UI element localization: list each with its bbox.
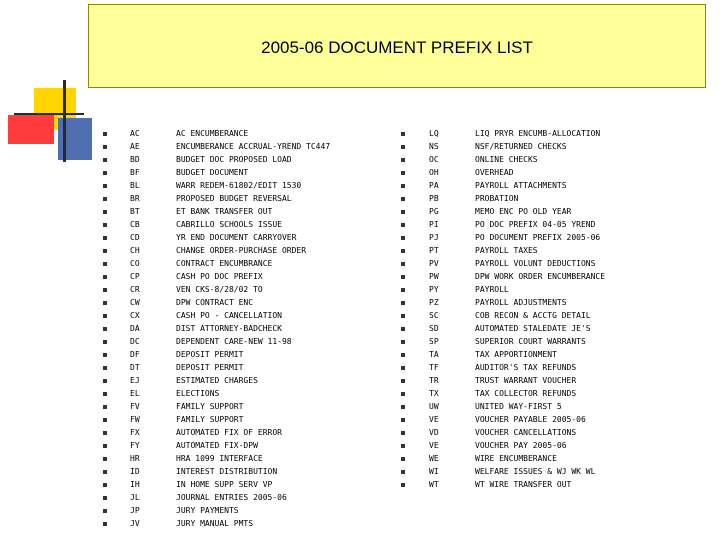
prefix-description: WT WIRE TRANSFER OUT [475,480,572,489]
prefix-description: WIRE ENCUMBERANCE [475,454,557,463]
prefix-code: HR [130,454,140,463]
prefix-description: CASH PO - CANCELLATION [176,311,282,320]
prefix-list-right [0,127,720,491]
prefix-code: NS [429,142,439,151]
prefix-description: SUPERIOR COURT WARRANTS [475,337,586,346]
prefix-code: PT [429,246,439,255]
prefix-code: PI [429,220,439,229]
prefix-code: CR [130,285,140,294]
prefix-code: PB [429,194,439,203]
prefix-code: FV [130,402,140,411]
prefix-code: ID [130,467,140,476]
bullet-square-icon [401,184,405,188]
prefix-code: PW [429,272,439,281]
list-item [0,335,720,348]
bullet-square-icon [401,301,405,305]
bullet-square-icon [401,275,405,279]
bullet-square-icon [401,223,405,227]
prefix-code: PJ [429,233,439,242]
bullet-square-icon [401,132,405,136]
page-title: 2005-06 DOCUMENT PREFIX LIST [261,38,533,57]
prefix-description: DPW CONTRACT ENC [176,298,254,307]
prefix-code: SC [429,311,439,320]
prefix-code: VE [429,441,439,450]
title-banner [88,4,706,88]
prefix-code: UW [429,402,439,411]
prefix-code: CP [130,272,140,281]
prefix-description: DEPOSIT PERMIT [176,350,244,359]
prefix-description: AUTOMATED FIX OF ERROR [176,428,282,437]
bullet-square-icon [401,379,405,383]
list-item [0,413,720,426]
bullet-square-icon [401,457,405,461]
list-item [0,296,720,309]
prefix-description: PAYROLL [475,285,509,294]
prefix-code: BD [130,155,140,164]
prefix-code: BF [130,168,140,177]
prefix-description: PO DOCUMENT PREFIX 2005-06 [475,233,601,242]
prefix-code: JP [130,506,140,515]
prefix-code: AE [130,142,140,151]
prefix-description: CHANGE ORDER-PURCHASE ORDER [176,246,307,255]
prefix-code: JV [130,519,140,528]
list-item [0,231,720,244]
list-item [0,166,720,179]
prefix-code: OH [429,168,439,177]
prefix-code: TA [429,350,439,359]
prefix-code: TR [429,376,439,385]
prefix-description: PAYROLL ATTACHMENTS [475,181,567,190]
list-item [0,127,720,140]
list-item [0,270,720,283]
bullet-square-icon [401,327,405,331]
prefix-code: CH [130,246,140,255]
prefix-description: ENCUMBERANCE ACCRUAL-YREND TC447 [176,142,331,151]
bullet-square-icon [401,197,405,201]
list-item [0,478,720,491]
list-item [0,439,720,452]
prefix-code: EJ [130,376,140,385]
list-item [0,179,720,192]
prefix-description: BUDGET DOC PROPOSED LOAD [176,155,292,164]
prefix-description: DIST ATTORNEY-BADCHECK [176,324,282,333]
prefix-description: CASH PO DOC PREFIX [176,272,263,281]
prefix-description: TAX COLLECTOR REFUNDS [475,389,577,398]
list-item [0,322,720,335]
prefix-code: EL [130,389,140,398]
prefix-description: CABRILLO SCHOOLS ISSUE [176,220,282,229]
prefix-code: TX [429,389,439,398]
prefix-code: PV [429,259,439,268]
prefix-description: PAYROLL TAXES [475,246,538,255]
list-item [0,426,720,439]
prefix-code: DF [130,350,140,359]
prefix-code: CO [130,259,140,268]
list-item [0,140,720,153]
prefix-code: SP [429,337,439,346]
bullet-square-icon [103,522,107,526]
list-item [0,244,720,257]
list-item [0,387,720,400]
list-item [0,504,720,517]
prefix-code: CX [130,311,140,320]
prefix-description: OVERHEAD [475,168,514,177]
prefix-description: DEPOSIT PERMIT [176,363,244,372]
prefix-code: TF [429,363,439,372]
bullet-square-icon [401,288,405,292]
prefix-description: ELECTIONS [176,389,220,398]
prefix-code: BT [130,207,140,216]
prefix-code: DC [130,337,140,346]
list-item [0,153,720,166]
bullet-square-icon [401,431,405,435]
bullet-square-icon [401,340,405,344]
prefix-code: VD [429,428,439,437]
prefix-description: TRUST WARRANT VOUCHER [475,376,577,385]
prefix-description: IN HOME SUPP SERV VP [176,480,273,489]
prefix-description: NSF/RETURNED CHECKS [475,142,567,151]
prefix-description: INTEREST DISTRIBUTION [176,467,278,476]
prefix-description: WARR REDEM-61802/EDIT 1530 [176,181,302,190]
prefix-description: TAX APPORTIONMENT [475,350,557,359]
prefix-description: VOUCHER PAYABLE 2005-06 [475,415,586,424]
prefix-description: PROBATION [475,194,519,203]
prefix-code: DT [130,363,140,372]
bullet-square-icon [401,366,405,370]
prefix-code: PZ [429,298,439,307]
prefix-description: PO DOC PREFIX 04-05 YREND [475,220,596,229]
bullet-square-icon [401,444,405,448]
prefix-description: PAYROLL VOLUNT DEDUCTIONS [475,259,596,268]
bullet-square-icon [401,418,405,422]
prefix-description: VEN CKS-8/28/02 TO [176,285,263,294]
prefix-code: FX [130,428,140,437]
list-item [0,517,720,530]
prefix-description: VOUCHER PAY 2005-06 [475,441,567,450]
prefix-description: VOUCHER CANCELLATIONS [475,428,577,437]
prefix-description: DEPENDENT CARE-NEW 11-98 [176,337,292,346]
prefix-description: MEMO ENC PO OLD YEAR [475,207,572,216]
prefix-code: WI [429,467,439,476]
bullet-square-icon [401,262,405,266]
list-item [0,309,720,322]
list-item [0,192,720,205]
prefix-description: JURY PAYMENTS [176,506,239,515]
bullet-square-icon [401,236,405,240]
decorative-horizontal-line [14,113,84,115]
bullet-square-icon [103,509,107,513]
bullet-square-icon [401,483,405,487]
list-item [0,452,720,465]
prefix-code: CB [130,220,140,229]
prefix-description: PAYROLL ADJUSTMENTS [475,298,567,307]
prefix-description: FAMILY SUPPORT [176,415,244,424]
prefix-code: BR [130,194,140,203]
bullet-square-icon [401,171,405,175]
prefix-description: UNITED WAY-FIRST 5 [475,402,562,411]
prefix-code: SD [429,324,439,333]
bullet-square-icon [401,353,405,357]
bullet-square-icon [401,405,405,409]
prefix-code: CD [130,233,140,242]
bullet-square-icon [401,210,405,214]
prefix-description: LIQ PRYR ENCUMB-ALLOCATION [475,129,601,138]
list-item [0,374,720,387]
prefix-code: VE [429,415,439,424]
prefix-code: OC [429,155,439,164]
prefix-description: HRA 1099 INTERFACE [176,454,263,463]
prefix-description: PROPOSED BUDGET REVERSAL [176,194,292,203]
prefix-code: CW [130,298,140,307]
prefix-description: ET BANK TRANSFER OUT [176,207,273,216]
prefix-code: FW [130,415,140,424]
list-item [0,491,720,504]
prefix-code: WE [429,454,439,463]
list-item [0,257,720,270]
bullet-square-icon [103,496,107,500]
prefix-description: AUTOMATED FIX-DPW [176,441,258,450]
prefix-description: AUDITOR'S TAX REFUNDS [475,363,577,372]
prefix-description: ONLINE CHECKS [475,155,538,164]
prefix-description: WELFARE ISSUES & WJ WK WL [475,467,596,476]
list-item [0,400,720,413]
prefix-code: IH [130,480,140,489]
prefix-description: FAMILY SUPPORT [176,402,244,411]
bullet-square-icon [401,249,405,253]
bullet-square-icon [401,392,405,396]
list-item [0,283,720,296]
prefix-description: DPW WORK ORDER ENCUMBERANCE [475,272,606,281]
list-item [0,465,720,478]
list-item [0,205,720,218]
list-item [0,348,720,361]
list-item [0,218,720,231]
bullet-square-icon [401,158,405,162]
prefix-description: JURY MANUAL PMTS [176,519,254,528]
prefix-description: JOURNAL ENTRIES 2005-06 [176,493,287,502]
prefix-description: COB RECON & ACCTG DETAIL [475,311,591,320]
prefix-code: PA [429,181,439,190]
prefix-code: WT [429,480,439,489]
prefix-code: LQ [429,129,439,138]
prefix-code: FY [130,441,140,450]
prefix-code: DA [130,324,140,333]
prefix-description: CONTRACT ENCUMBRANCE [176,259,273,268]
list-item [0,361,720,374]
bullet-square-icon [401,314,405,318]
prefix-code: PY [429,285,439,294]
prefix-description: AUTOMATED STALEDATE JE'S [475,324,591,333]
prefix-description: ESTIMATED CHARGES [176,376,258,385]
prefix-description: BUDGET DOCUMENT [176,168,249,177]
prefix-code: AC [130,129,140,138]
prefix-description: YR END DOCUMENT CARRYOVER [176,233,297,242]
bullet-square-icon [401,145,405,149]
prefix-code: PG [429,207,439,216]
bullet-square-icon [401,470,405,474]
prefix-description: AC ENCUMBERANCE [176,129,249,138]
prefix-code: JL [130,493,140,502]
prefix-code: BL [130,181,140,190]
